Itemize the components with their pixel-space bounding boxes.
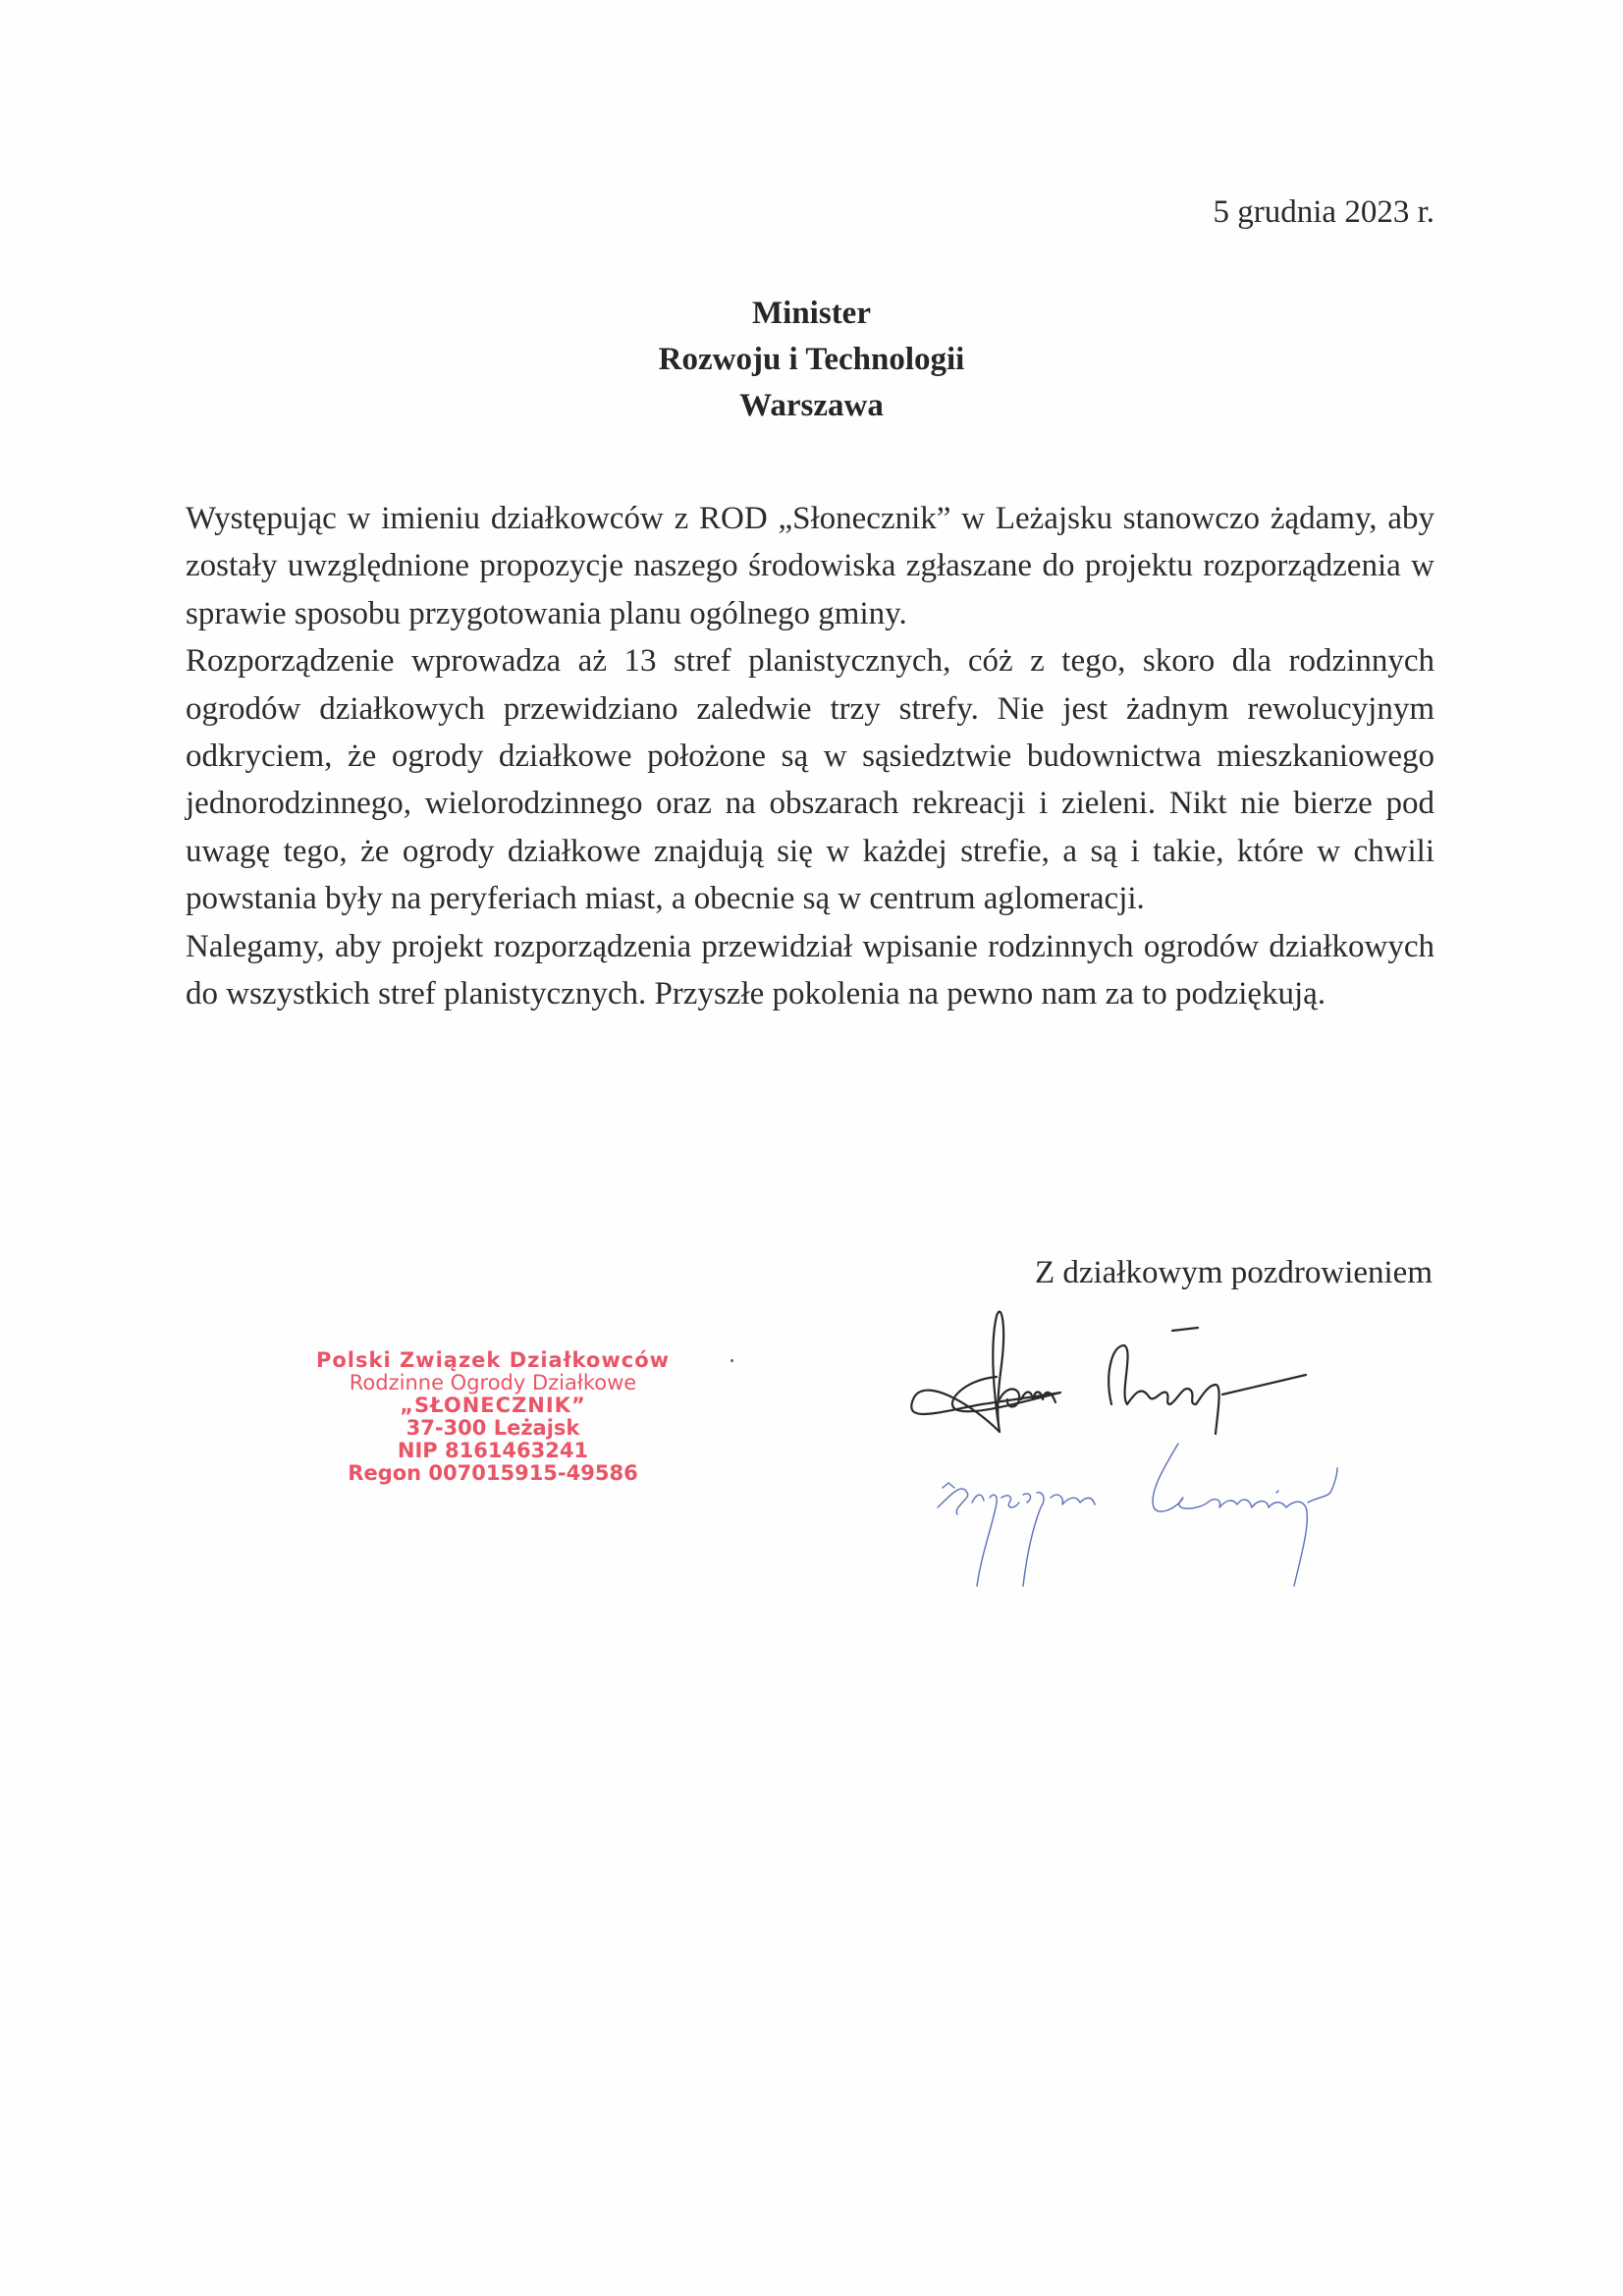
letter-body — [186, 495, 1434, 1017]
signature-2 — [938, 1444, 1337, 1586]
signatures — [884, 1306, 1492, 1601]
letter-date: 5 grudnia 2023 r. — [1213, 194, 1434, 230]
paragraph-1: Występując w imieniu działkowców z ROD „Słonecznik” w Leżajsku stanowczo żądamy, aby zostały uwzględnione propozycje naszego środowiska zgłaszane do projektu rozporządzenia w sprawie sposobu przygotowania planu ogólnego gminy. — [186, 501, 1434, 631]
paragraph-3: Nalegamy, aby projekt rozporządzenia przewidział wpisanie rodzinnych ogrodów działkowych do wszystkich stref planistycznych. Przyszłe pokolenia na pewno nam za to podziękują. — [186, 928, 1434, 1012]
signature-1-stroke-stem — [993, 1312, 1003, 1432]
addressee-ministry: Rozwoju i Technologii — [658, 342, 965, 377]
signature-1-stroke-accent — [1172, 1328, 1198, 1331]
signature-2-stroke-k — [938, 1483, 968, 1514]
addressee-block — [0, 291, 1623, 429]
signature-2-stroke-rystyna — [972, 1493, 1095, 1586]
stamp-line-regon: Regon 007015915-49586 — [348, 1461, 638, 1485]
stamp-line-rod: Rodzinne Ogrody Działkowe — [349, 1371, 637, 1394]
stamp-speck — [730, 1359, 733, 1362]
signature-1-stroke-loop — [911, 1377, 1060, 1432]
signature-1-stroke-tail — [1222, 1375, 1306, 1394]
signature-1 — [911, 1312, 1306, 1434]
addressee-city: Warszawa — [739, 388, 884, 423]
addressee-title: Minister — [752, 296, 871, 331]
signature-2-stroke-dot — [1276, 1491, 1278, 1493]
paragraph-2: Rozporządzenie wprowadza aż 13 stref planistycznych, cóż z tego, skoro dla rodzinnych ogrodów działkowych przewidziano zaledwie trzy strefy. Nie jest żadnym rewolucyjnym odkryciem, że ogrody działkowe położone są w sąsiedztwie budownictwa mieszkaniowego jednorodzinnego, wielorodzinnego oraz na obszarach rekreacji i zieleni. Nikt nie bierze pod uwagę tego, że ogrody działkowe znajdują się w każdej strefie, a są i takie, które w chwili powstania były na peryferiach miast, a obecnie są w centrum aglomeracji. — [186, 643, 1434, 917]
stamp-line-name: „SŁONECZNIK” — [400, 1394, 586, 1417]
organization-stamp — [277, 1349, 709, 1485]
signature-1-stroke-word2 — [1109, 1345, 1218, 1434]
stamp-line-address: 37-300 Leżajsk — [406, 1416, 580, 1440]
closing-salutation: Z działkowym pozdrowieniem — [1034, 1255, 1433, 1290]
signature-2-stroke-surname — [1153, 1444, 1337, 1586]
stamp-line-organization: Polski Związek Działkowców — [315, 1348, 671, 1372]
stamp-line-nip: NIP 8161463241 — [397, 1439, 589, 1462]
